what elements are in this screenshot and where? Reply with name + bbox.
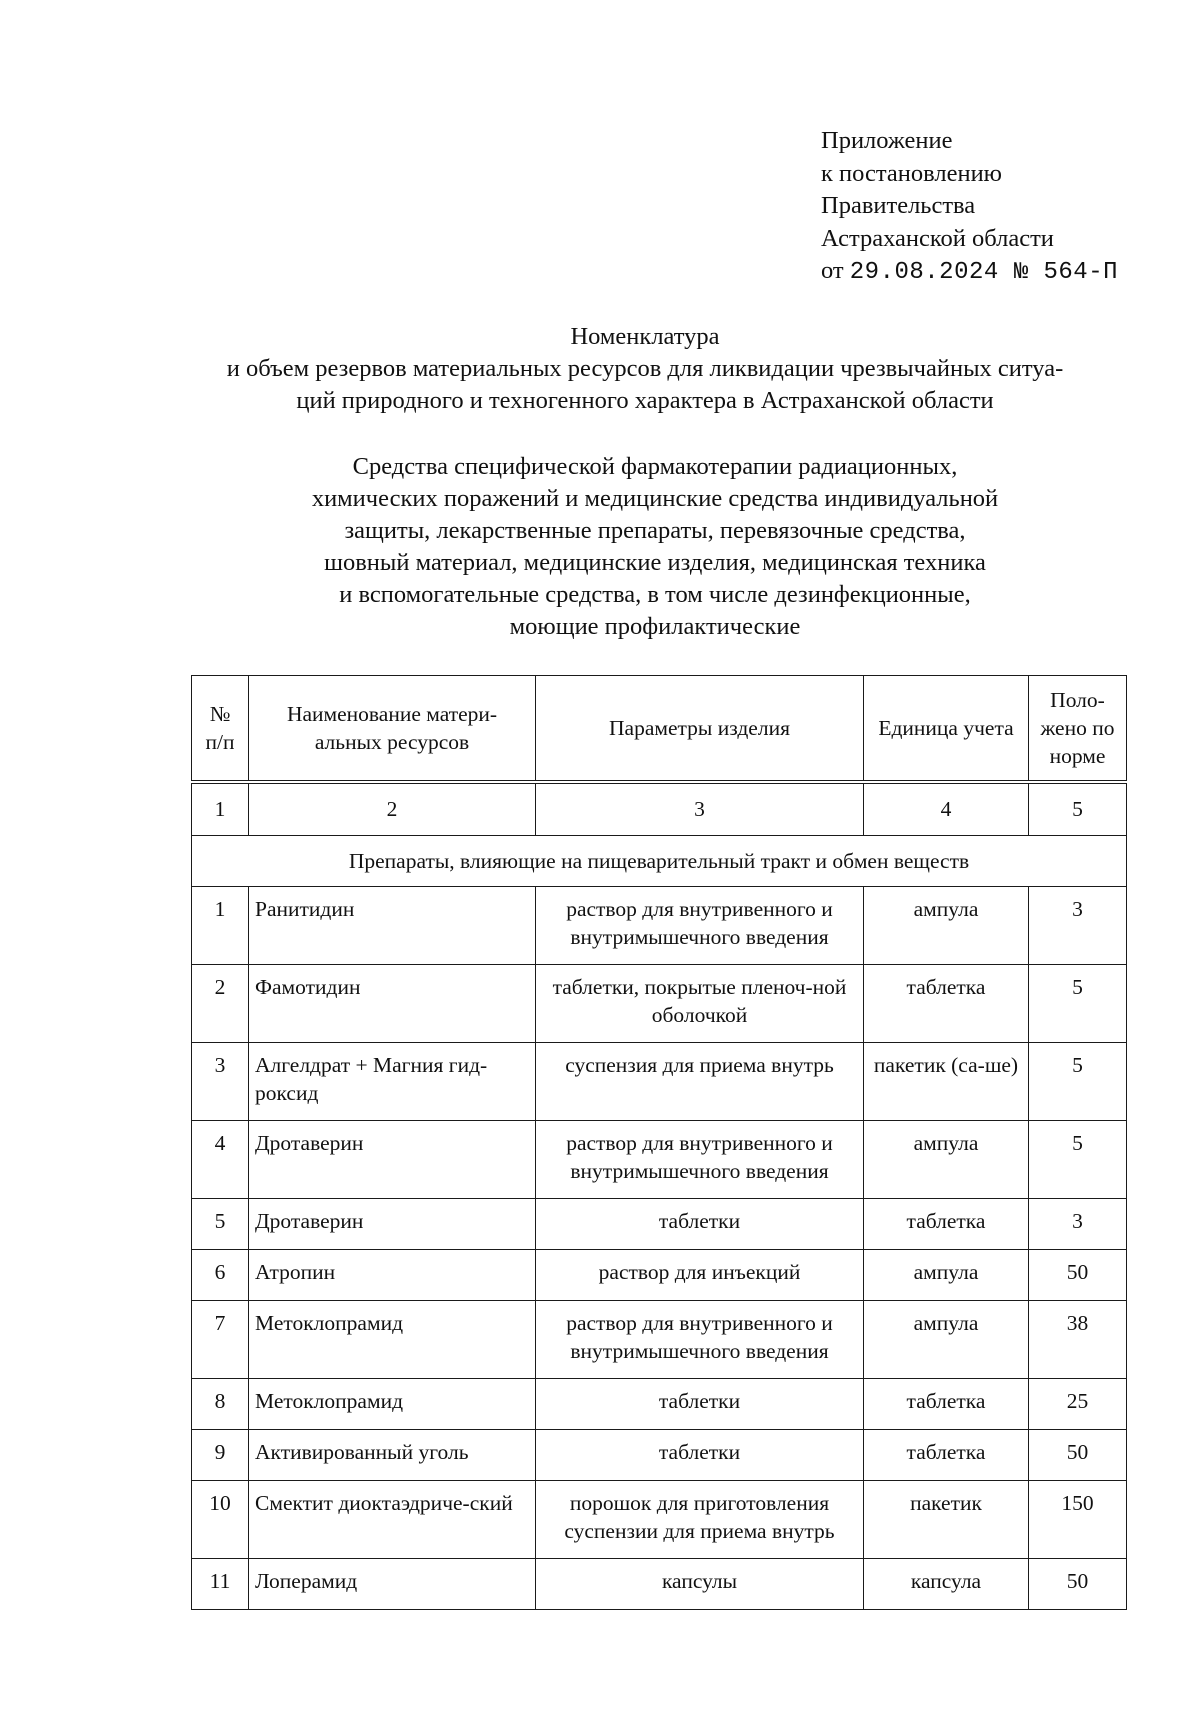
- column-number: 1: [192, 782, 249, 836]
- row-number: 8: [192, 1379, 249, 1430]
- product-parameters: суспензия для приема внутрь: [536, 1043, 864, 1121]
- accounting-unit: таблетка: [864, 1430, 1029, 1481]
- header-qty-line: норме: [1049, 743, 1106, 768]
- table-row: [192, 1043, 1127, 1121]
- resource-name: Смектит диоктаэдриче-ский: [249, 1481, 536, 1559]
- resource-name: Алгелдрат + Магния гид-роксид: [249, 1043, 536, 1121]
- table-row: [192, 1481, 1127, 1559]
- appendix-line: Правительства: [821, 192, 976, 219]
- resource-name: Дротаверин: [249, 1199, 536, 1250]
- norm-quantity: 5: [1029, 1043, 1127, 1121]
- norm-quantity: 3: [1029, 1199, 1127, 1250]
- resource-name: Ранитидин: [249, 887, 536, 965]
- title-line: ций природного и техногенного характера в Астраханской области: [296, 387, 994, 414]
- table-row: [192, 1121, 1127, 1199]
- header-qty-line: Поло-: [1050, 687, 1105, 712]
- section-heading-line: химических поражений и медицинские средства индивидуальной: [311, 485, 999, 512]
- accounting-unit: таблетка: [864, 1379, 1029, 1430]
- row-number: 5: [192, 1199, 249, 1250]
- resource-name: Фамотидин: [249, 965, 536, 1043]
- row-number: 7: [192, 1301, 249, 1379]
- row-number: 9: [192, 1430, 249, 1481]
- header-name-line: альных ресурсов: [314, 729, 470, 754]
- section-heading: [170, 451, 1140, 643]
- header-qty: [1029, 676, 1127, 782]
- title-line: Номенклатура: [570, 323, 720, 350]
- column-number: 4: [864, 782, 1029, 836]
- row-number: 11: [192, 1559, 249, 1610]
- table-row: [192, 1301, 1127, 1379]
- group-title-row: [192, 836, 1127, 887]
- row-number: 10: [192, 1481, 249, 1559]
- product-parameters: раствор для внутривенного и внутримышечного введения: [536, 1301, 864, 1379]
- appendix-line: Приложение: [821, 127, 953, 154]
- appendix-line: Астраханской области: [821, 224, 1054, 252]
- section-heading-line: и вспомогательные средства, в том числе дезинфекционные,: [339, 581, 971, 608]
- accounting-unit: пакетик: [864, 1481, 1029, 1559]
- header-num-line: №: [209, 701, 231, 726]
- table-row: [192, 887, 1127, 965]
- column-number: 3: [536, 782, 864, 836]
- section-heading-line: Средства специфической фармакотерапии радиационных,: [352, 453, 958, 480]
- accounting-unit: таблетка: [864, 965, 1029, 1043]
- header-num: [192, 676, 249, 782]
- header-name: [249, 676, 536, 782]
- section-heading-line: моющие профилактические: [509, 613, 801, 640]
- norm-quantity: 25: [1029, 1379, 1127, 1430]
- row-number: 4: [192, 1121, 249, 1199]
- norm-quantity: 50: [1029, 1430, 1127, 1481]
- header-params: Параметры изделия: [536, 676, 864, 782]
- accounting-unit: ампула: [864, 1250, 1029, 1301]
- accounting-unit: ампула: [864, 887, 1029, 965]
- table-row: [192, 1379, 1127, 1430]
- product-parameters: раствор для внутривенного и внутримышечного введения: [536, 1121, 864, 1199]
- table-row: [192, 1559, 1127, 1610]
- header-qty-line: жено по: [1040, 715, 1115, 740]
- product-parameters: раствор для инъекций: [536, 1250, 864, 1301]
- product-parameters: таблетки, покрытые пленоч-ной оболочкой: [536, 965, 864, 1043]
- accounting-unit: капсула: [864, 1559, 1029, 1610]
- norm-quantity: 5: [1029, 965, 1127, 1043]
- group-title: Препараты, влияющие на пищеварительный тракт и обмен веществ: [192, 836, 1127, 887]
- resources-table: [191, 675, 1127, 1610]
- table-row: [192, 965, 1127, 1043]
- column-number: 5: [1029, 782, 1127, 836]
- product-parameters: таблетки: [536, 1430, 864, 1481]
- accounting-unit: ампула: [864, 1121, 1029, 1199]
- accounting-unit: таблетка: [864, 1199, 1029, 1250]
- resource-name: Активированный уголь: [249, 1430, 536, 1481]
- norm-quantity: 38: [1029, 1301, 1127, 1379]
- header-num-line: п/п: [205, 729, 235, 754]
- table-header-row: [192, 676, 1127, 782]
- product-parameters: раствор для внутривенного и внутримышечного введения: [536, 887, 864, 965]
- row-number: 1: [192, 887, 249, 965]
- row-number: 3: [192, 1043, 249, 1121]
- section-heading-line: защиты, лекарственные препараты, перевязочные средства,: [344, 517, 966, 544]
- accounting-unit: ампула: [864, 1301, 1029, 1379]
- section-heading-line: шовный материал, медицинские изделия, медицинская техника: [324, 549, 986, 576]
- norm-quantity: 3: [1029, 887, 1127, 965]
- table-body: [192, 887, 1127, 1610]
- date-prefix: от: [821, 257, 844, 284]
- resource-name: Атропин: [249, 1250, 536, 1301]
- resource-name: Лоперамид: [249, 1559, 536, 1610]
- header-name-line: Наименование матери-: [286, 701, 498, 726]
- title-line: и объем резервов материальных ресурсов для ликвидации чрезвычайных ситуа-: [226, 355, 1064, 382]
- norm-quantity: 50: [1029, 1559, 1127, 1610]
- resource-name: Метоклопрамид: [249, 1301, 536, 1379]
- appendix-line: к постановлению: [821, 159, 1002, 187]
- resource-name: Метоклопрамид: [249, 1379, 536, 1430]
- appendix-date-line: [821, 255, 1118, 290]
- resource-name: Дротаверин: [249, 1121, 536, 1199]
- product-parameters: таблетки: [536, 1379, 864, 1430]
- row-number: 6: [192, 1250, 249, 1301]
- product-parameters: капсулы: [536, 1559, 864, 1610]
- document-title: [150, 321, 1140, 417]
- accounting-unit: пакетик (са-ше): [864, 1043, 1029, 1121]
- column-number-row: [192, 782, 1127, 836]
- decree-date-number: 29.08.2024 № 564-П: [849, 259, 1119, 286]
- table-row: [192, 1430, 1127, 1481]
- norm-quantity: 50: [1029, 1250, 1127, 1301]
- table-row: [192, 1250, 1127, 1301]
- norm-quantity: 5: [1029, 1121, 1127, 1199]
- row-number: 2: [192, 965, 249, 1043]
- norm-quantity: 150: [1029, 1481, 1127, 1559]
- product-parameters: таблетки: [536, 1199, 864, 1250]
- product-parameters: порошок для приготовления суспензии для приема внутрь: [536, 1481, 864, 1559]
- column-number: 2: [249, 782, 536, 836]
- header-unit: Единица учета: [864, 676, 1029, 782]
- appendix-header: [821, 125, 1118, 290]
- table-row: [192, 1199, 1127, 1250]
